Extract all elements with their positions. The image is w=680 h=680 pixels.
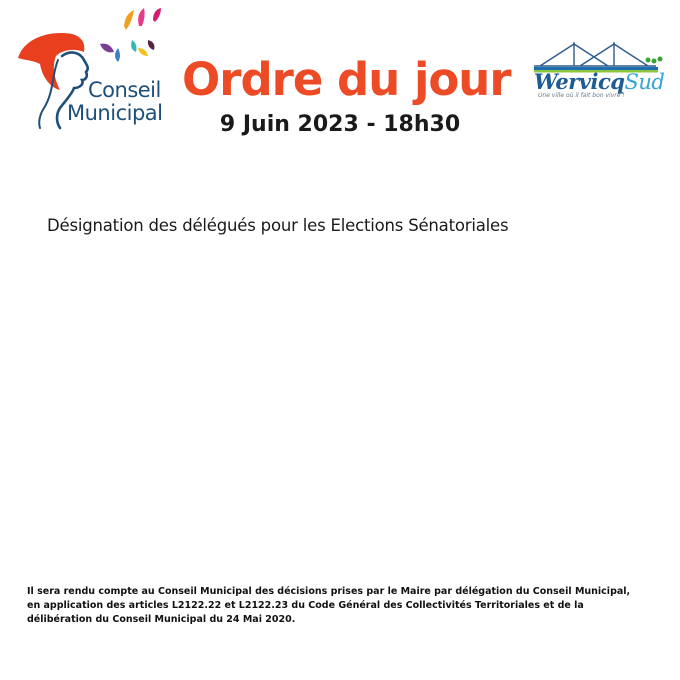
- page-title: Ordre du jour: [182, 53, 511, 106]
- petal-pink: [138, 8, 144, 26]
- petal-yellow: [138, 48, 148, 56]
- footer-line: en application des articles L2122.22 et L2122.23 du Code Général des Collectivités Territoriales et de la: [27, 600, 584, 611]
- sud-name: Sud: [624, 70, 665, 94]
- petal-dark: [148, 40, 155, 50]
- wervicq-name: Wervicq: [534, 69, 625, 94]
- petal-purple: [100, 44, 114, 53]
- petal-blue: [115, 48, 120, 62]
- phrygian-cap: [18, 33, 84, 90]
- wervicq-tagline: Une ville où il fait bon vivre !: [538, 92, 625, 99]
- agenda-item: Désignation des délégués pour les Elections Sénatoriales: [47, 216, 509, 235]
- footer-line: délibération du Conseil Municipal du 24 Mai 2020.: [27, 614, 296, 625]
- petal-teal: [131, 40, 136, 52]
- petal-orange: [124, 10, 134, 30]
- petal-magenta: [153, 8, 161, 22]
- footer-notice: [27, 585, 667, 627]
- logo-line-municipal: Municipal: [67, 101, 163, 125]
- wervicq-wordmark: [534, 70, 664, 94]
- meeting-date: 9 Juin 2023 - 18h30: [219, 112, 461, 137]
- trees-icon: [646, 57, 663, 64]
- logo-line-conseil: Conseil: [88, 78, 161, 102]
- footer-line: Il sera rendu compte au Conseil Municipal des décisions prises par le Maire par délégation du Conseil Municipal,: [27, 586, 631, 597]
- bridge-icon: [534, 42, 656, 66]
